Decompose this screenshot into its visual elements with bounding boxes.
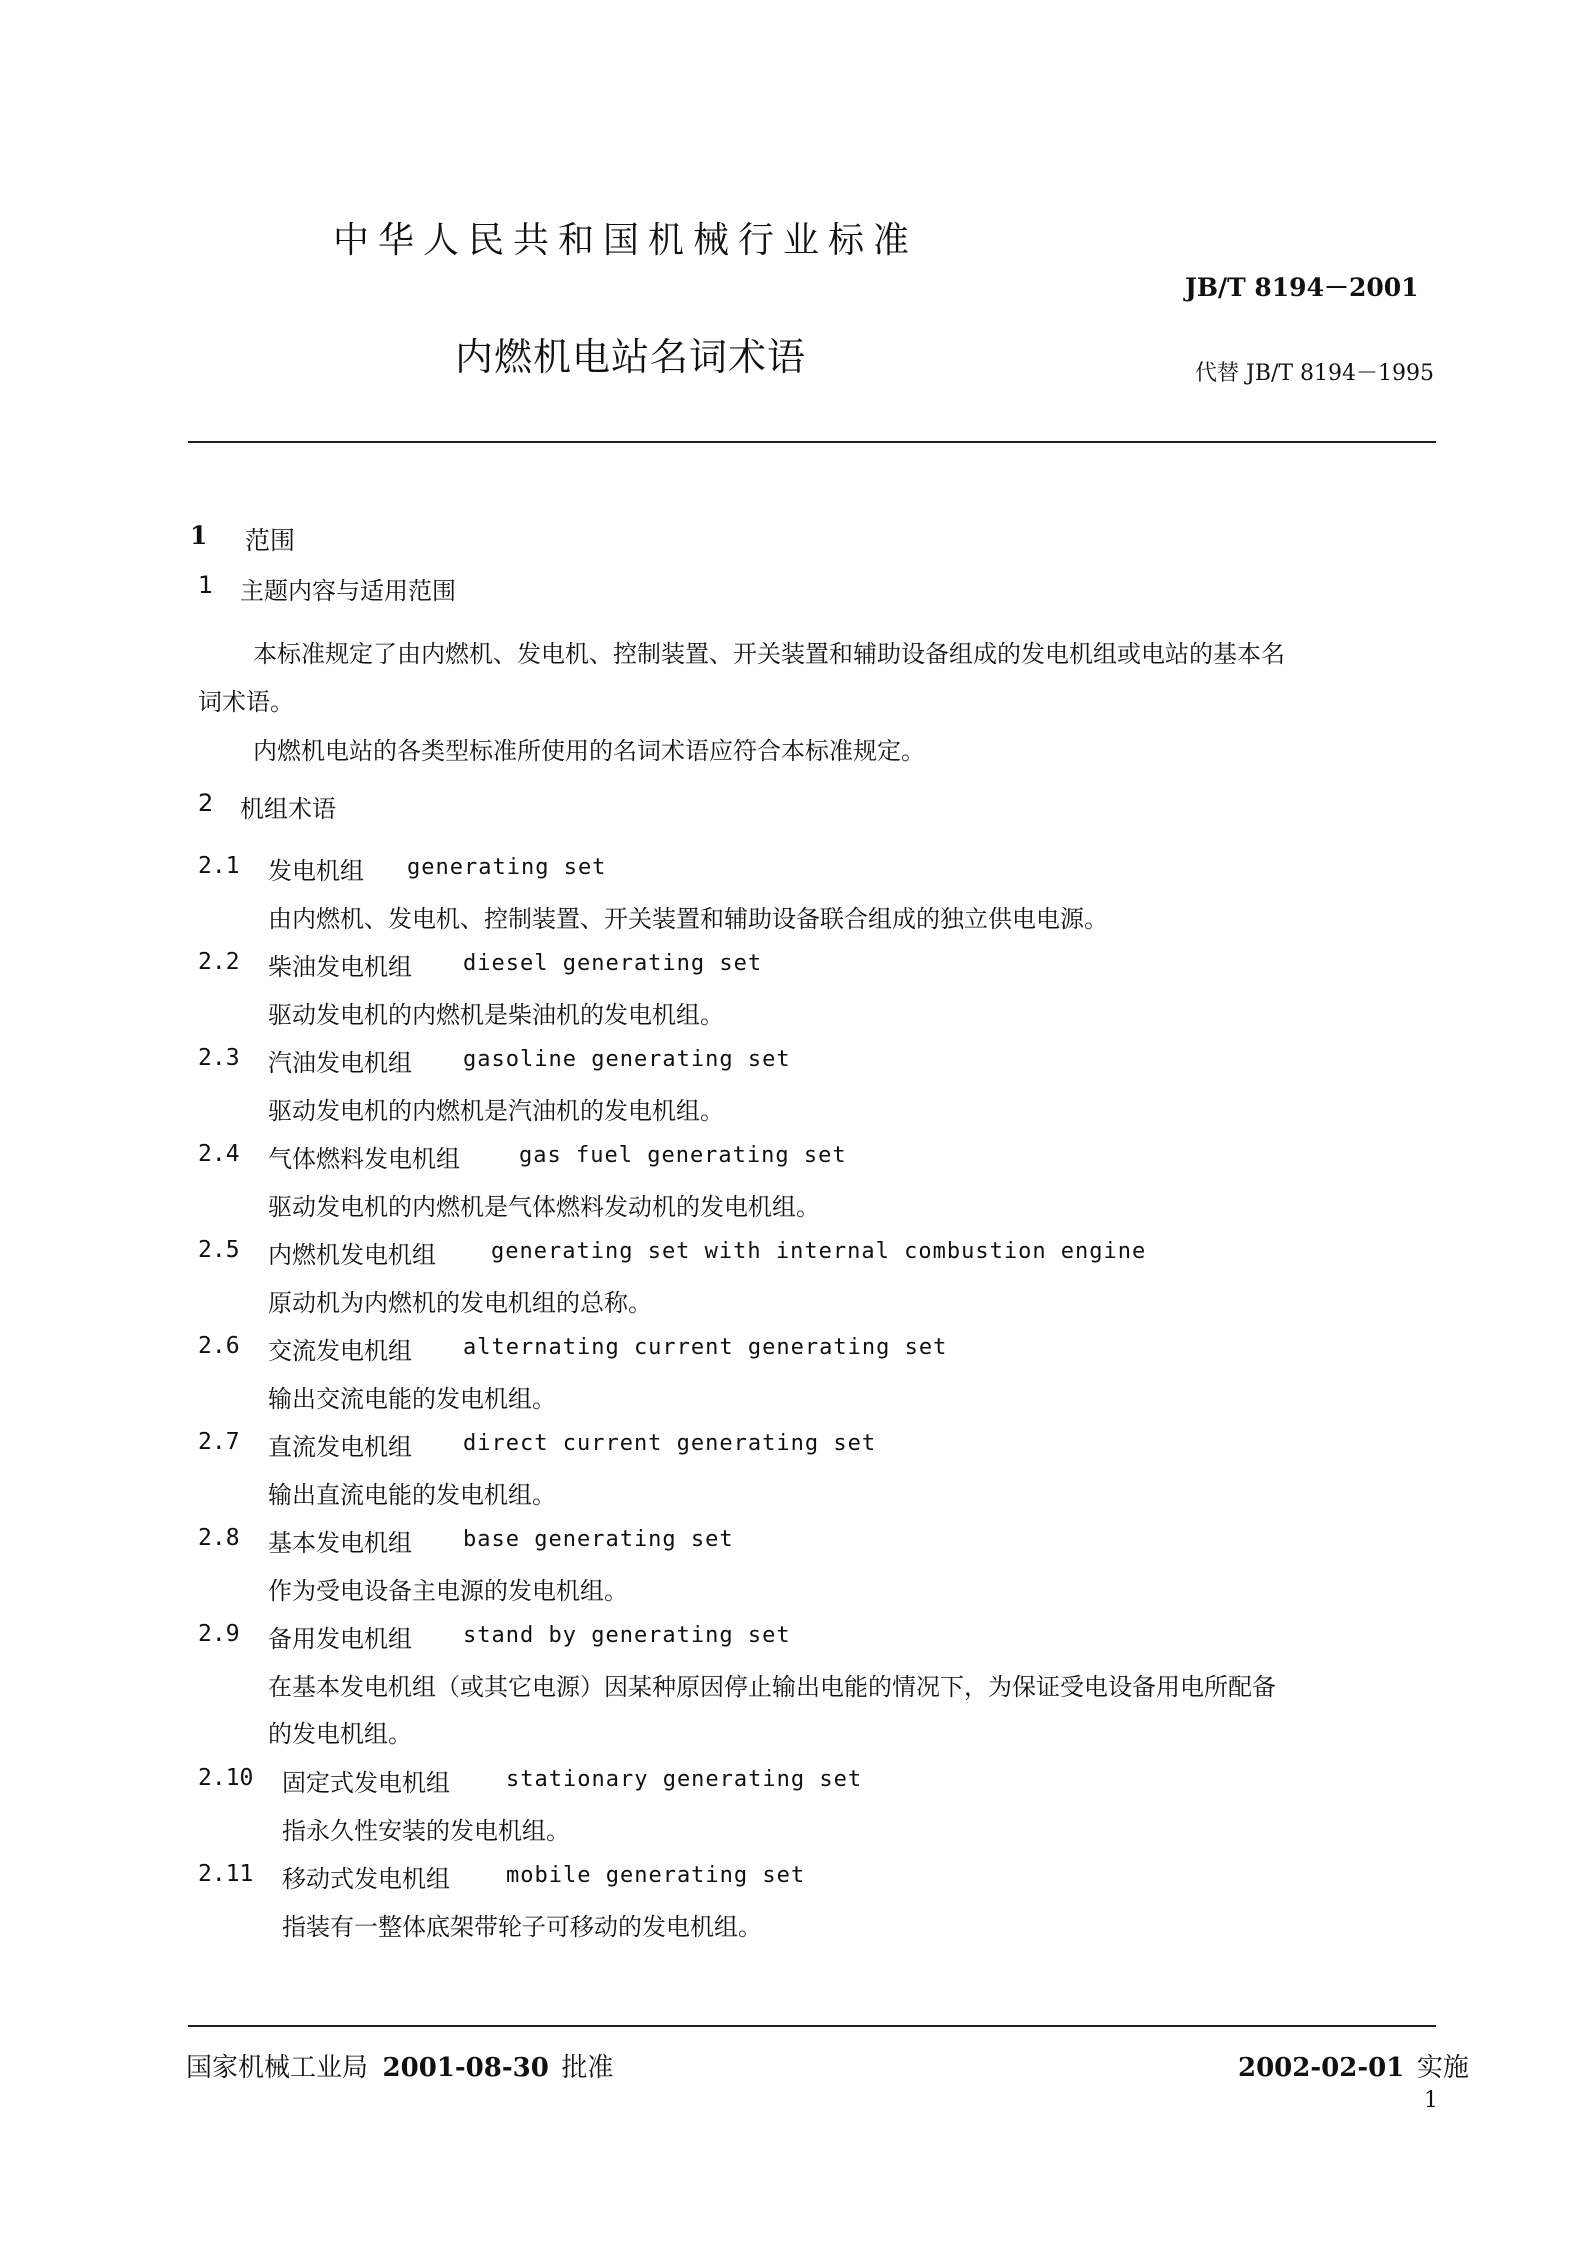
term-chinese: 基本发电机组 bbox=[268, 1529, 412, 1557]
paragraph-scope-line2: 词术语。 bbox=[198, 688, 294, 716]
term-definition-continued: 的发电机组。 bbox=[268, 1720, 412, 1748]
document-title: 内燃机电站名词术语 bbox=[455, 335, 807, 379]
term-definition: 指永久性安装的发电机组。 bbox=[282, 1817, 570, 1845]
implementation-date: 2002-02-01 bbox=[1238, 2053, 1405, 2083]
issuer: 国家机械工业局 bbox=[186, 2053, 369, 2083]
term-number: 2.10 bbox=[198, 1765, 254, 1791]
term-english: gasoline generating set bbox=[463, 1047, 791, 1072]
term-definition: 驱动发电机的内燃机是汽油机的发电机组。 bbox=[268, 1097, 724, 1125]
section-2-number: 2 bbox=[198, 789, 214, 817]
page-number: 1 bbox=[1424, 2088, 1438, 2113]
term-number: 2.4 bbox=[198, 1141, 240, 1167]
term-chinese: 直流发电机组 bbox=[268, 1433, 412, 1461]
term-definition: 驱动发电机的内燃机是气体燃料发动机的发电机组。 bbox=[268, 1193, 820, 1221]
term-definition: 输出交流电能的发电机组。 bbox=[268, 1385, 556, 1413]
section-1-number: 1 bbox=[190, 521, 208, 550]
footer-approval bbox=[186, 2047, 613, 2084]
term-definition: 输出直流电能的发电机组。 bbox=[268, 1481, 556, 1509]
term-chinese: 内燃机发电机组 bbox=[268, 1241, 436, 1269]
term-number: 2.3 bbox=[198, 1045, 240, 1071]
term-english: diesel generating set bbox=[463, 951, 763, 976]
term-english: stand by generating set bbox=[463, 1623, 791, 1648]
footer-implementation bbox=[1238, 2047, 1469, 2084]
term-english: direct current generating set bbox=[463, 1431, 877, 1456]
term-english: gas fuel generating set bbox=[519, 1143, 847, 1168]
term-number: 2.8 bbox=[198, 1525, 240, 1551]
term-english: stationary generating set bbox=[506, 1767, 863, 1792]
section-2-title: 机组术语 bbox=[240, 795, 336, 823]
issuing-department: 中华人民共和国机械行业标准 bbox=[333, 220, 919, 261]
term-number: 2.2 bbox=[198, 949, 240, 975]
term-number: 2.7 bbox=[198, 1429, 240, 1455]
subsection-1-number: 1 bbox=[198, 571, 214, 599]
term-definition: 指装有一整体底架带轮子可移动的发电机组。 bbox=[282, 1913, 762, 1941]
term-definition: 由内燃机、发电机、控制装置、开关装置和辅助设备联合组成的独立供电电源。 bbox=[268, 905, 1108, 933]
term-number: 2.11 bbox=[198, 1861, 254, 1887]
term-number: 2.5 bbox=[198, 1237, 240, 1263]
implementation-label: 实施 bbox=[1416, 2053, 1469, 2083]
term-chinese: 交流发电机组 bbox=[268, 1337, 412, 1365]
term-chinese: 备用发电机组 bbox=[268, 1625, 412, 1653]
section-1-title: 范围 bbox=[245, 526, 296, 555]
standard-code: JB/T 8194－2001 bbox=[1185, 273, 1419, 302]
term-english: mobile generating set bbox=[506, 1863, 806, 1888]
paragraph-conformity: 内燃机电站的各类型标准所使用的名词术语应符合本标准规定。 bbox=[253, 737, 925, 765]
approval-date: 2001-08-30 bbox=[382, 2053, 549, 2083]
subsection-1-title: 主题内容与适用范围 bbox=[240, 577, 456, 605]
term-english: base generating set bbox=[463, 1527, 734, 1552]
term-chinese: 汽油发电机组 bbox=[268, 1049, 412, 1077]
approval-label: 批准 bbox=[561, 2053, 614, 2083]
term-chinese: 固定式发电机组 bbox=[282, 1769, 450, 1797]
term-definition: 原动机为内燃机的发电机组的总称。 bbox=[268, 1289, 652, 1317]
term-english: alternating current generating set bbox=[463, 1335, 948, 1360]
term-english: generating set with internal combustion engine bbox=[491, 1239, 1147, 1264]
term-number: 2.9 bbox=[198, 1621, 240, 1647]
replaces-standard: 代替 JB/T 8194－1995 bbox=[1195, 361, 1435, 386]
term-number: 2.1 bbox=[198, 853, 240, 879]
term-definition: 在基本发电机组（或其它电源）因某种原因停止输出电能的情况下，为保证受电设备用电所配备 bbox=[268, 1673, 1276, 1701]
term-chinese: 发电机组 bbox=[268, 857, 364, 885]
paragraph-scope-line1: 本标准规定了由内燃机、发电机、控制装置、开关装置和辅助设备组成的发电机组或电站的基本名 bbox=[253, 640, 1285, 668]
term-chinese: 气体燃料发电机组 bbox=[268, 1145, 460, 1173]
term-number: 2.6 bbox=[198, 1333, 240, 1359]
term-definition: 驱动发电机的内燃机是柴油机的发电机组。 bbox=[268, 1001, 724, 1029]
term-chinese: 移动式发电机组 bbox=[282, 1865, 450, 1893]
term-english: generating set bbox=[407, 855, 607, 880]
term-definition: 作为受电设备主电源的发电机组。 bbox=[268, 1577, 628, 1605]
header-rule bbox=[188, 441, 1436, 443]
term-chinese: 柴油发电机组 bbox=[268, 953, 412, 981]
footer-rule bbox=[188, 2025, 1436, 2027]
